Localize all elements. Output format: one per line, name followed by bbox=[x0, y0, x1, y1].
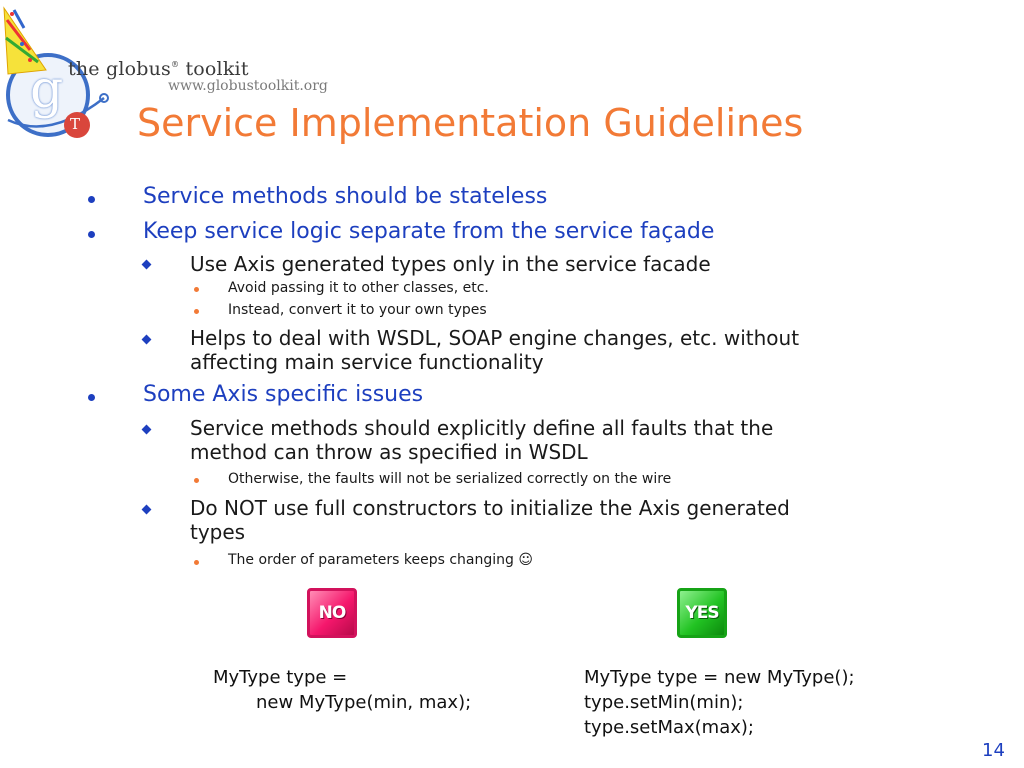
bullet-level2: Service methods should explicitly define all faults that the bbox=[190, 416, 774, 440]
code-line: MyType type = bbox=[213, 667, 348, 688]
logo-name-suffix: toolkit bbox=[185, 58, 249, 80]
code-line: new MyType(min, max); bbox=[256, 692, 472, 713]
code-no-example bbox=[213, 665, 471, 715]
code-line: type.setMin(min); bbox=[584, 692, 744, 713]
bullet-dot-icon bbox=[88, 231, 95, 238]
bullet-level2-continued: types bbox=[190, 520, 246, 544]
logo-name bbox=[68, 58, 249, 80]
bullet-level2: Use Axis generated types only in the service facade bbox=[190, 252, 711, 276]
code-line: type.setMax(max); bbox=[584, 717, 754, 738]
bullet-diamond-icon bbox=[142, 505, 152, 515]
bullet-level3: Avoid passing it to other classes, etc. bbox=[228, 280, 489, 296]
no-badge-icon: NO bbox=[307, 588, 357, 638]
registered-mark: ® bbox=[170, 60, 180, 69]
bullet-level1: Service methods should be stateless bbox=[143, 184, 548, 209]
bullet-dot-icon bbox=[88, 394, 95, 401]
bullet-dot-icon bbox=[88, 196, 95, 203]
bullet-level1: Some Axis specific issues bbox=[143, 382, 424, 407]
logo-letter-t: T bbox=[70, 115, 81, 133]
bullet-level3: The order of parameters keeps changing ☺ bbox=[228, 552, 533, 568]
bullet-small-dot-icon bbox=[194, 287, 199, 292]
logo-url: www.globustoolkit.org bbox=[168, 78, 328, 94]
bullet-level1: Keep service logic separate from the service façade bbox=[143, 219, 715, 244]
bullet-small-dot-icon bbox=[194, 478, 199, 483]
slide-title: Service Implementation Guidelines bbox=[137, 101, 804, 145]
bullet-small-dot-icon bbox=[194, 309, 199, 314]
bullet-level2: Do NOT use full constructors to initialize the Axis generated bbox=[190, 496, 790, 520]
page-number: 14 bbox=[982, 740, 1005, 761]
bullet-diamond-icon bbox=[142, 425, 152, 435]
bullet-level2-continued: method can throw as specified in WSDL bbox=[190, 440, 588, 464]
bullet-small-dot-icon bbox=[194, 560, 199, 565]
logo-letter-g: g bbox=[30, 60, 64, 120]
logo-name-text: the globus bbox=[68, 58, 171, 80]
bullet-diamond-icon bbox=[142, 335, 152, 345]
bullet-level3: Otherwise, the faults will not be serialized correctly on the wire bbox=[228, 471, 672, 487]
bullet-level2-continued: affecting main service functionality bbox=[190, 350, 544, 374]
yes-badge-icon: YES bbox=[677, 588, 727, 638]
code-yes-example bbox=[584, 665, 855, 740]
bullet-level2: Helps to deal with WSDL, SOAP engine changes, etc. without bbox=[190, 326, 800, 350]
bullet-level3: Instead, convert it to your own types bbox=[228, 302, 487, 318]
bullet-diamond-icon bbox=[142, 260, 152, 270]
code-line: MyType type = new MyType(); bbox=[584, 667, 855, 688]
